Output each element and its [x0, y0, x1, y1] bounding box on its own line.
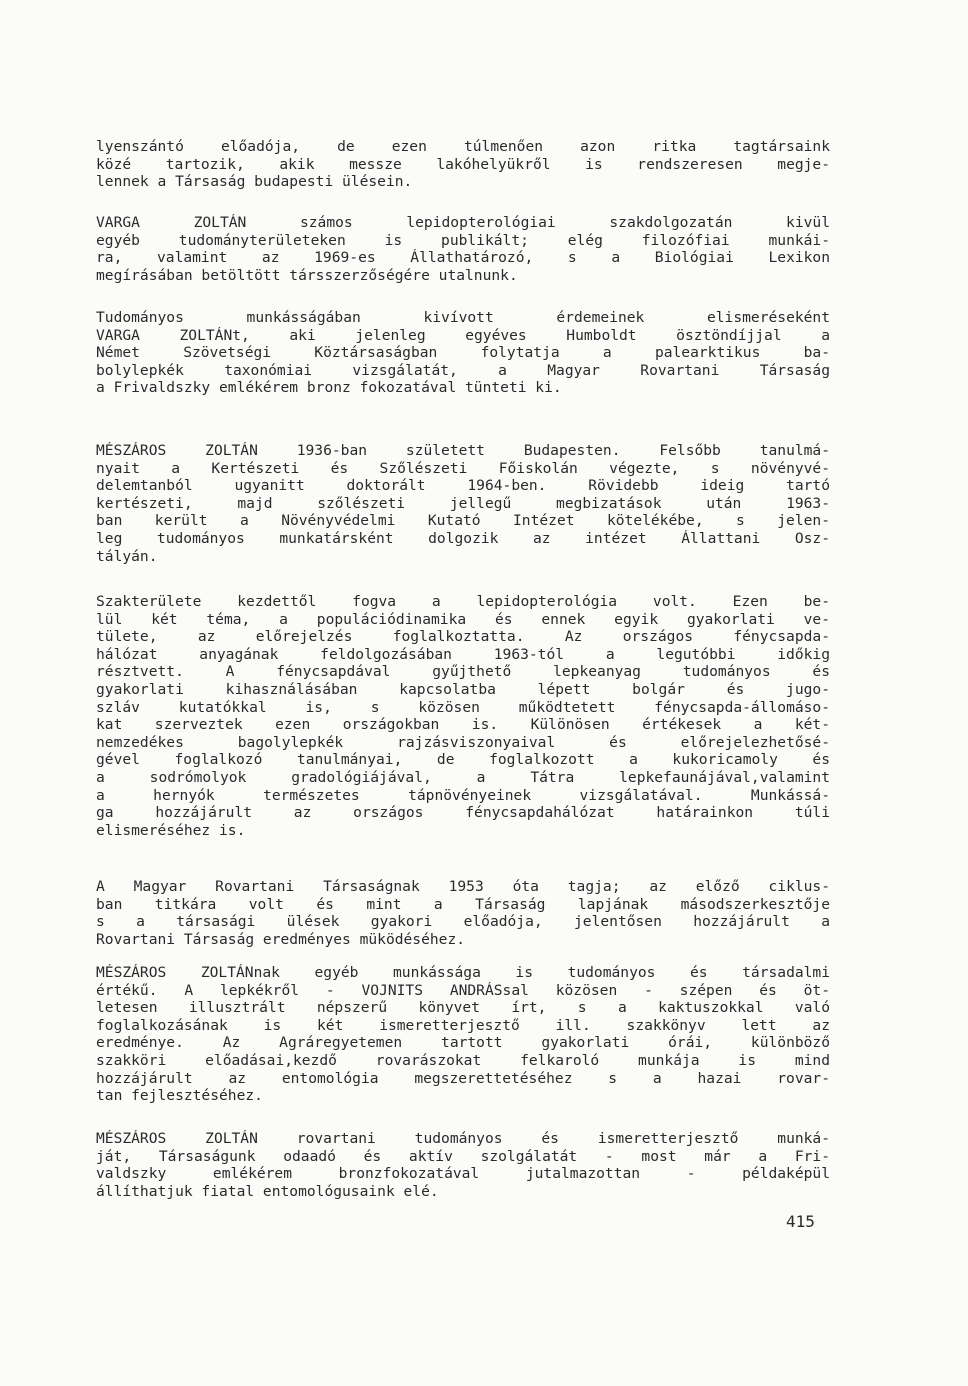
paragraph-3 — [96, 309, 830, 397]
page-number: 415 — [786, 1212, 815, 1231]
text-line: tan fejlesztéséhez. — [96, 1087, 263, 1105]
text-line: gével foglalkozó tanulmányai, de foglalkozott a kukoricamoly és — [96, 751, 830, 769]
paragraph-8 — [96, 1130, 830, 1200]
text-line: A Magyar Rovartani Társaságnak 1953 óta tagja; az előző ciklus- — [96, 878, 830, 895]
text-line: ban titkára volt és mint a Társaság lapjának másodszerkesztője — [96, 895, 830, 913]
text-line: Szakterülete kezdettől fogva a lepidopterológia volt. Ezen be- — [96, 593, 830, 610]
text-line: elismeréséhez is. — [96, 821, 246, 839]
paragraph-1 — [96, 138, 830, 191]
text-line: MÉSZÁROS ZOLTÁNnak egyéb munkássága is tudományos és társadalmi — [96, 964, 830, 981]
text-line: kat szerveztek ezen országokban is. Különösen értékesek a két- — [96, 716, 830, 734]
text-line: a Frivaldszky emlékérem bronz fokozatával tünteti ki. — [96, 379, 562, 397]
text-line: hálózat anyagának feldolgozásában 1963-tól a legutóbbi időkig — [96, 645, 830, 663]
text-line: letesen illusztrált népszerű könyvet írt, s a kaktuszokkal való — [96, 999, 830, 1017]
text-line: Tudományos munkásságában kivívott érdemeinek elismeréseként — [96, 309, 830, 326]
text-line: leg tudományos munkatársként dolgozik az intézet Állattani Osz- — [96, 529, 830, 547]
paragraph-2 — [96, 214, 830, 284]
text-line: MÉSZÁROS ZOLTÁN 1936-ban született Budapesten. Felsőbb tanulmá- — [96, 442, 830, 459]
text-line: közé tartozik, akik messze lakóhelyükről is rendszeresen megje- — [96, 155, 830, 173]
paragraph-5 — [96, 593, 830, 839]
text-line: hozzájárult az entomológia megszerettetéséhez s a hazai rovar- — [96, 1069, 830, 1087]
text-line: nemzedékes bagolylepkék rajzásviszonyaival és előrejelezhetősé- — [96, 733, 830, 751]
text-line: ját, Társaságunk odaadó és aktív szolgálatát - most már a Fri- — [96, 1147, 830, 1165]
text-line: szláv kutatókkal is, s közösen működtetett fénycsapda-állomáso- — [96, 698, 830, 716]
text-line: gyakorlati kihasználásában kapcsolatba lépett bolgár és jugo- — [96, 680, 830, 698]
text-line: bolylepkék taxonómiai vizsgálatát, a Magyar Rovartani Társaság — [96, 361, 830, 379]
paragraph-4 — [96, 442, 830, 565]
text-line: lennek a Társaság budapesti ülésein. — [96, 173, 413, 191]
text-line: foglalkozásának is két ismeretterjesztő ill. szakkönyv lett az — [96, 1016, 830, 1034]
paragraph-6 — [96, 878, 830, 948]
paragraph-7 — [96, 964, 830, 1105]
text-line: a hernyók természetes tápnövényeinek vizsgálatával. Munkássá- — [96, 786, 830, 804]
text-line: tülete, az előrejelzés foglalkoztatta. Az országos fénycsapda- — [96, 628, 830, 646]
text-line: s a társasági ülések gyakori előadója, jelentősen hozzájárult a — [96, 913, 830, 931]
text-line: eredménye. Az Agráregyetemen tartott gyakorlati órái, különböző — [96, 1034, 830, 1052]
text-line: kertészeti, majd szőlészeti jellegű megbizatások után 1963- — [96, 494, 830, 512]
text-line: szakköri előadásai,kezdő rovarászokat felkaroló munkája is mind — [96, 1051, 830, 1069]
text-line: résztvett. A fénycsapdával gyűjthető lepkeanyag tudományos és — [96, 663, 830, 681]
text-line: Német Szövetségi Köztársaságban folytatja a palearktikus ba- — [96, 344, 830, 362]
text-line: ga hozzájárult az országos fénycsapdahálózat határainkon túli — [96, 804, 830, 822]
text-line: delemtanból ugyanitt doktorált 1964-ben. Rövidebb ideig tartó — [96, 477, 830, 495]
text-line: tályán. — [96, 547, 158, 565]
text-line: lyenszántó előadója, de ezen túlmenően azon ritka tagtársaink — [96, 138, 830, 155]
text-line: egyéb tudományterületeken is publikált; elég filozófiai munkái- — [96, 231, 830, 249]
text-line: értékű. A lepkékről - VOJNITS ANDRÁSsal közösen - szépen és öt- — [96, 981, 830, 999]
text-line: lül két téma, a populációdinamika és ennek egyik gyakorlati ve- — [96, 610, 830, 628]
text-line: a sodrómolyok gradológiájával, a Tátra lepkefaunájával,valamint — [96, 768, 830, 786]
text-line: ra, valamint az 1969-es Állathatározó, s a Biológiai Lexikon — [96, 249, 830, 267]
text-line: MÉSZÁROS ZOLTÁN rovartani tudományos és ismeretterjesztő munká- — [96, 1130, 830, 1147]
text-line: ban került a Növényvédelmi Kutató Intézet kötelékébe, s jelen- — [96, 512, 830, 530]
text-line: valdszky emlékérem bronzfokozatával jutalmazottan - példaképül — [96, 1165, 830, 1183]
text-line: állíthatjuk fiatal entomológusaink elé. — [96, 1182, 439, 1200]
text-line: VARGA ZOLTÁNt, aki jelenleg egyéves Humboldt ösztöndíjjal a — [96, 326, 830, 344]
text-line: nyait a Kertészeti és Szőlészeti Főiskolán végezte, s növényvé- — [96, 459, 830, 477]
text-line: VARGA ZOLTÁN számos lepidopterológiai szakdolgozatán kivül — [96, 214, 830, 231]
text-line: megírásában betöltött társszerzőségére utalnunk. — [96, 266, 518, 284]
text-line: Rovartani Társaság eredményes müködéséhez. — [96, 930, 466, 948]
